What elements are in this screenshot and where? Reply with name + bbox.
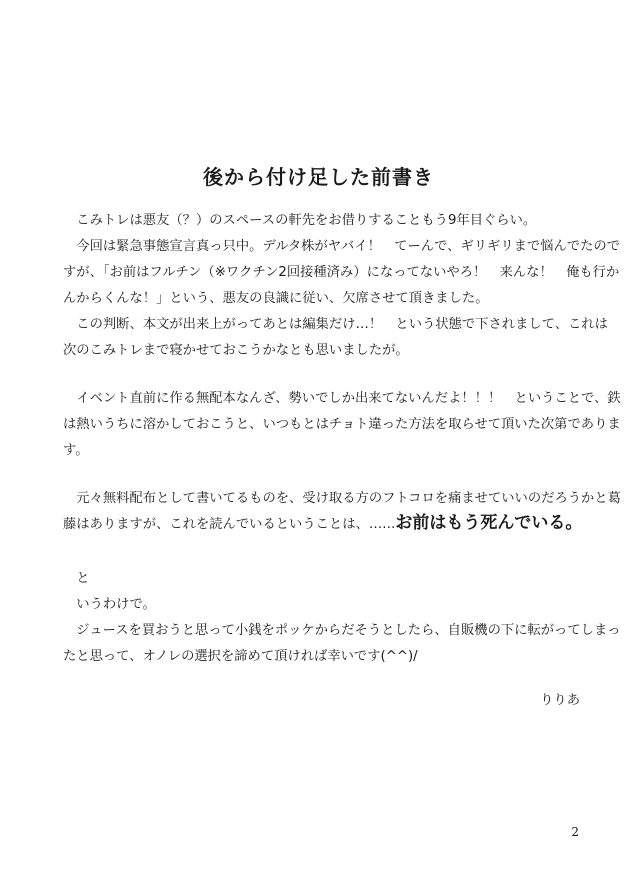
- body-line: こみトレは悪友（？）のスペースの軒先をお借りすることもう9年目ぐらい。: [63, 213, 537, 228]
- emphasis-text: お前はもう死んでいる。: [395, 513, 583, 533]
- body-line: 次のこみトレまで寝かせておこうかなとも思いましたが。: [63, 343, 409, 358]
- body-line: す。: [63, 443, 89, 458]
- body-text: 藤はありますが、これを読んでいるということは、……: [63, 517, 396, 532]
- body-line: は熱いうちに溶かしておこうと、いつもとはチョト違った方法を取らせて頂いた次第でありま: [63, 417, 621, 432]
- page-title: 後から付け足した前書き: [203, 165, 434, 189]
- body-line: いうわけで。: [63, 597, 156, 612]
- body-line: ジュースを買おうと思って小銭をポッケからだそうとしたら、自販機の下に転がってしまっ: [63, 623, 621, 638]
- page-number: 2: [571, 825, 579, 839]
- body-line: 元々無料配布として書いてるものを、受け取る方のフトコロを痛ませていいのだろうかと葛: [63, 491, 621, 506]
- body-line: イベント直前に作る無配本なんざ、勢いでしか出来てないんだよ！！！ ということで、鉄: [63, 391, 621, 406]
- body-line: と: [63, 571, 90, 586]
- body-line: この判断、本文が出来上がってあとは編集だけ…！ という状態で下されまして、これは: [63, 317, 608, 332]
- body-line: すが、「お前はフルチン（※ワクチン2回接種済み）になってないやろ！ 来んな！ 俺も行か: [63, 265, 620, 280]
- body-line: んからくんな！」という、悪友の良識に従い、欠席させて頂きました。: [63, 291, 489, 306]
- body-line-with-emphasis: [63, 514, 582, 534]
- body-line: たと思って、オノレの選択を諦めて頂ければ幸いです(^^)/: [63, 649, 418, 664]
- author-signature: りりあ: [540, 693, 580, 708]
- body-line: 今回は緊急事態宣言真っ只中。デルタ株がヤバイ！ てーんで、ギリギリまで悩んでたので: [63, 239, 621, 254]
